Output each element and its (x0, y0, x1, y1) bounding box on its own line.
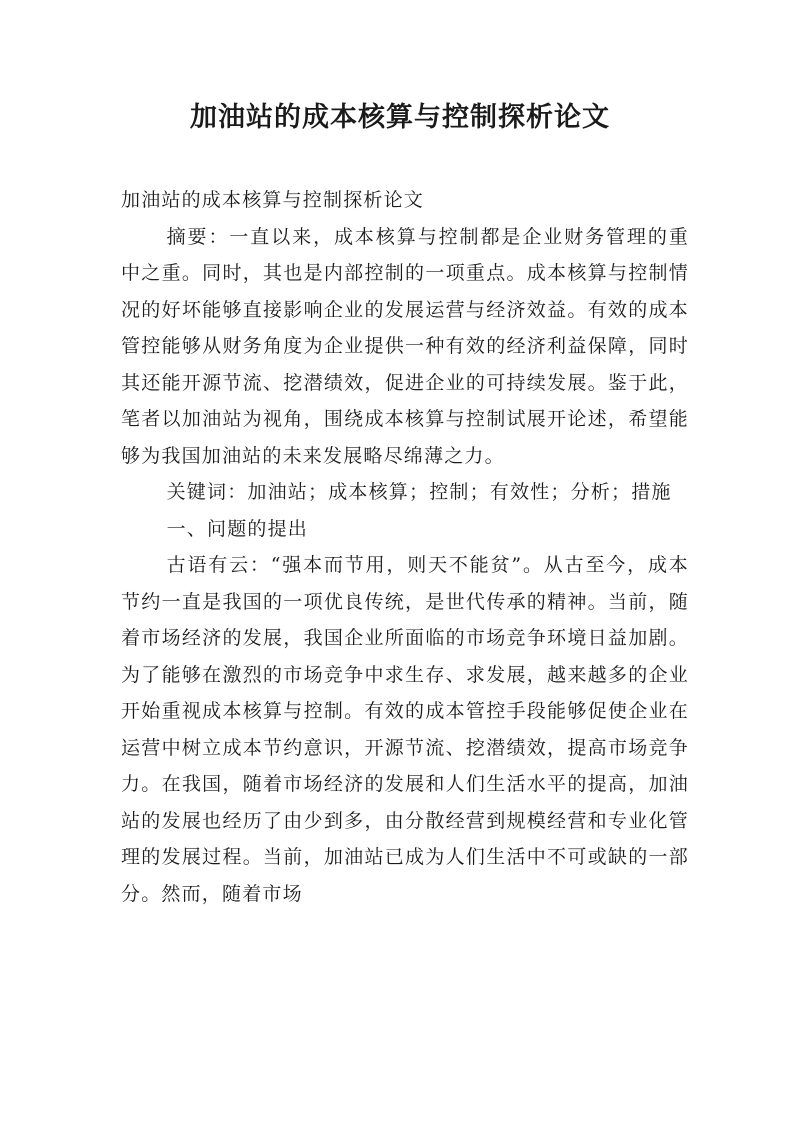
document-title: 加油站的成本核算与控制探析论文 (190, 102, 610, 133)
body-paragraph: 古语有云：“强本而节用，则天不能贫”。从古至今，成本节约一直是我国的一项优良传统，是世代传承的精神。当前，随着市场经济的发展，我国企业所面临的市场竞争环境日益加剧。为了能够在激烈的市场竞争中求生存、求发展，越来越多的企业开始重视成本核算与控制。有效的成本管控手段能够促使企业在运营中树立成本节约意识，开源节流、挖潜绩效，提高市场竞争力。在我国，随着市场经济的发展和人们生活水平的提高，加油站的发展也经历了由少到多，由分散经营到规模经营和专业化管理的发展过程。当前，加油站已成为人们生活中不可或缺的一部分。然而，随着市场 (121, 554, 689, 905)
abstract-paragraph: 摘要：一直以来，成本核算与控制都是企业财务管理的重中之重。同时，其也是内部控制的一项重点。成本核算与控制情况的好坏能够直接影响企业的发展运营与经济效益。有效的成本管控能够从财务角度为企业提供一种有效的经济利益保障，同时其还能开源节流、挖潜绩效，促进企业的可持续发展。鉴于此，笔者以加油站为视角，围绕成本核算与控制试展开论述，希望能够为我国加油站的未来发展略尽绵薄之力。 (121, 225, 689, 467)
document-subtitle: 加油站的成本核算与控制探析论文 (121, 189, 425, 211)
section-heading: 一、问题的提出 (166, 517, 308, 540)
keywords-paragraph: 关键词：加油站；成本核算；控制；有效性；分析；措施 (166, 481, 672, 503)
document-body (121, 182, 689, 912)
